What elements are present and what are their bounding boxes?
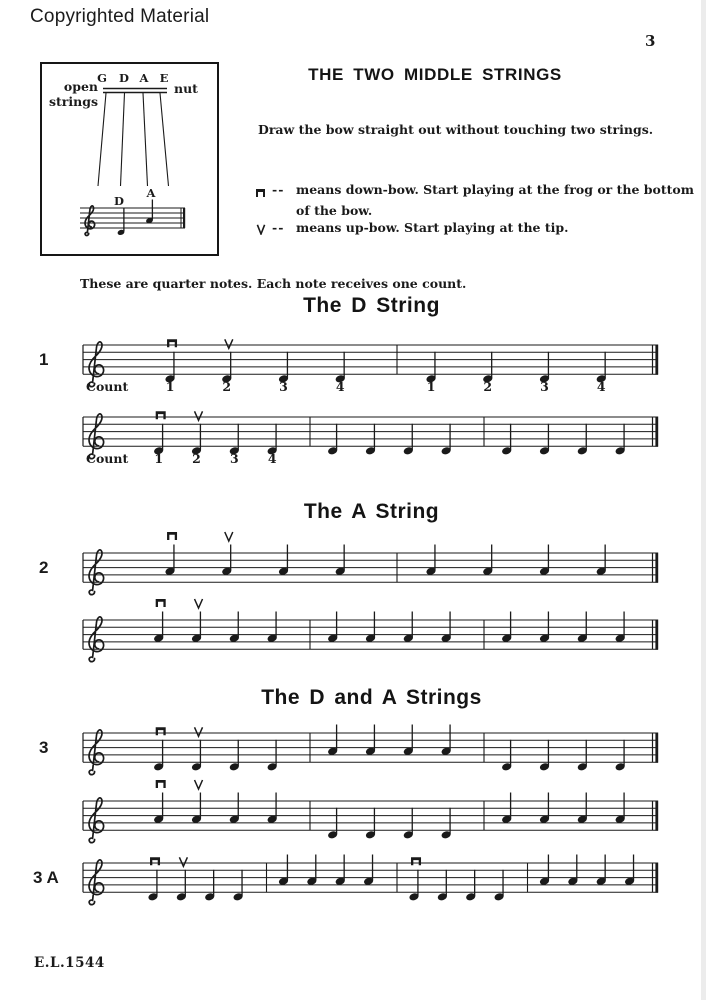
open-strings-diagram	[80, 89, 185, 236]
up-bow-icon	[195, 727, 203, 736]
diagram-note-label-a: A	[146, 186, 156, 200]
instruction-draw-bow: Draw the bow straight out without touching two strings.	[258, 122, 654, 137]
music-system-2a	[39, 532, 658, 595]
up-bow-icon	[179, 857, 187, 866]
dashes: --	[272, 220, 285, 235]
up-bow-icon	[195, 780, 203, 789]
down-bow-icon	[411, 857, 421, 865]
exercise-number: 2	[39, 558, 49, 577]
quarter-note	[409, 870, 420, 902]
music-system-2b	[83, 599, 658, 662]
violin-string	[143, 93, 148, 186]
dashes: --	[272, 182, 285, 197]
down-bow-icon	[156, 727, 166, 735]
treble-clef-icon	[89, 550, 104, 595]
down-bow-icon	[156, 780, 166, 788]
quarter-note	[403, 808, 414, 840]
count-number: 2	[483, 379, 493, 394]
quarter-note	[615, 740, 626, 772]
page-number: 3	[645, 32, 656, 50]
quarter-note	[204, 870, 215, 902]
count-number: 2	[192, 451, 201, 466]
string-label-d: D	[119, 71, 129, 85]
quarter-note	[437, 870, 448, 902]
quarter-note	[233, 870, 244, 902]
violin-string	[160, 93, 169, 186]
up-bow-icon	[225, 339, 233, 348]
quarter-note	[176, 870, 187, 902]
final-barline	[655, 345, 658, 375]
count-word: Count	[86, 379, 129, 394]
down-bow-icon	[150, 857, 160, 865]
music-system-1b	[83, 411, 658, 466]
count-number: 3	[229, 451, 239, 466]
final-barline	[183, 208, 185, 228]
heading-d-a-strings: The D and A Strings	[261, 686, 482, 709]
quarter-note	[539, 740, 550, 772]
count-word: Count	[86, 451, 129, 466]
count-number: 3	[540, 379, 549, 394]
quarter-note	[577, 424, 588, 456]
exercise-number: 1	[39, 350, 49, 369]
treble-clef-icon	[89, 617, 104, 662]
down-bow-text-2: of the bow.	[296, 202, 373, 218]
up-bow-icon	[195, 411, 203, 420]
quarter-note	[615, 424, 626, 456]
final-barline	[655, 801, 658, 831]
quarter-note	[494, 870, 505, 902]
music-system-3b	[83, 780, 658, 843]
count-number: 1	[426, 379, 436, 394]
count-number: 2	[222, 379, 232, 394]
count-number: 4	[596, 379, 606, 394]
quarter-note	[267, 740, 278, 772]
quarter-note	[365, 424, 376, 456]
quarter-note	[327, 424, 338, 456]
heading-d-string: The D String	[303, 294, 440, 317]
diagram-note-label-d: D	[114, 194, 124, 208]
treble-clef-icon	[89, 860, 104, 905]
scan-edge-artifact	[701, 0, 706, 1000]
count-number: 4	[267, 451, 277, 466]
violin-string	[98, 93, 106, 186]
quarter-note	[441, 424, 452, 456]
string-label-g: G	[97, 71, 107, 85]
up-bow-icon	[225, 532, 233, 541]
quarter-note	[229, 740, 240, 772]
music-system-3A	[33, 855, 658, 905]
exercise-number: 3 A	[33, 868, 59, 887]
treble-clef-icon	[89, 730, 104, 775]
up-bow-icon	[195, 599, 203, 608]
final-barline	[655, 417, 658, 447]
final-barline	[655, 863, 658, 893]
quarter-note	[465, 870, 476, 902]
treble-clef-icon	[85, 206, 95, 236]
down-bow-icon	[167, 339, 177, 347]
down-bow-text: means down-bow. Start playing at the frog or the bottom	[296, 182, 694, 197]
quarter-note	[148, 870, 159, 902]
quarter-note	[501, 740, 512, 772]
music-system-1a	[39, 339, 658, 394]
treble-clef-icon	[89, 798, 104, 843]
quarter-note	[539, 424, 550, 456]
quarter-note	[441, 808, 452, 840]
down-bow-icon	[156, 411, 166, 419]
music-system-3a	[39, 725, 658, 775]
string-label-a: A	[139, 71, 149, 85]
final-barline	[655, 620, 658, 650]
string-label-e: E	[159, 71, 169, 85]
plate-number: E.L.1544	[34, 955, 105, 971]
exercise-number: 3	[39, 738, 49, 757]
quarter-note	[153, 740, 164, 772]
nut-label: nut	[174, 81, 198, 96]
down-bow-icon	[156, 599, 166, 607]
quarter-note	[365, 808, 376, 840]
quarter-note	[501, 424, 512, 456]
instruction-quarter-notes: These are quarter notes. Each note receives one count.	[80, 276, 467, 291]
violin-string	[121, 93, 125, 186]
final-barline	[655, 553, 658, 583]
open-strings-label: open strings	[48, 79, 98, 109]
quarter-note	[191, 740, 202, 772]
count-number: 1	[154, 451, 164, 466]
quarter-note	[403, 424, 414, 456]
count-number: 4	[335, 379, 345, 394]
count-number: 3	[279, 379, 288, 394]
quarter-note	[577, 740, 588, 772]
quarter-note	[327, 808, 338, 840]
down-bow-icon	[167, 532, 177, 540]
page-title: THE TWO MIDDLE STRINGS	[308, 65, 562, 84]
up-bow-text: means up-bow. Start playing at the tip.	[296, 220, 569, 235]
final-barline	[655, 733, 658, 763]
watermark-text: Copyrighted Material	[30, 6, 210, 27]
heading-a-string: The A String	[303, 500, 440, 523]
quarter-note	[145, 200, 153, 225]
count-number: 1	[165, 379, 175, 394]
